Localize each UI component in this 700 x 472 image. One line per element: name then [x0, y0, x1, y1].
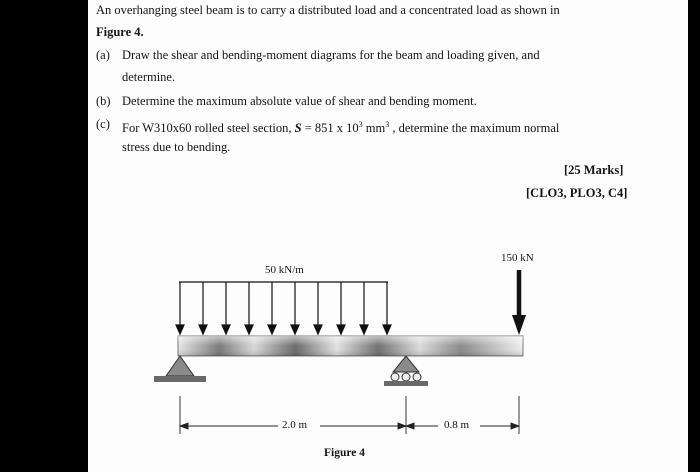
part-c-line-2: stress due to bending. [122, 140, 231, 154]
part-b-label: (b) [96, 94, 111, 108]
beam-figure [88, 0, 688, 472]
distributed-load-arrows [176, 282, 391, 334]
point-load-label: 150 kN [501, 252, 534, 264]
marks-label: [25 Marks] [564, 163, 624, 177]
clo-label: [CLO3, PLO3, C4] [526, 186, 628, 200]
unit-text: mm [362, 121, 386, 136]
pin-support-left [154, 356, 206, 382]
dimension-left-label: 2.0 m [282, 419, 308, 431]
figure-caption: Figure 4 [324, 447, 365, 459]
intro-line-1: An overhanging steel beam is to carry a distributed load and a concentrated load as shown in [96, 3, 560, 17]
section-modulus-value: = 851 x 10 [301, 121, 359, 136]
point-load-arrow [512, 270, 526, 335]
part-a-line-2: determine. [122, 70, 176, 84]
part-c-label: (c) [96, 117, 110, 131]
roller-support-right [384, 356, 428, 386]
dimension-right-label: 0.8 m [444, 419, 470, 431]
part-b-text: Determine the maximum absolute value of shear and bending moment. [122, 94, 477, 108]
distributed-load [176, 282, 391, 334]
part-a-label: (a) [96, 48, 110, 62]
beam [178, 336, 523, 356]
part-c-text-before: For W310x60 rolled steel section, [122, 121, 295, 136]
intro-line-2: Figure 4. [96, 25, 144, 39]
distributed-load-label: 50 kN/m [265, 264, 304, 276]
unit-exponent: 3 [385, 120, 390, 129]
section-modulus-symbol: S [294, 121, 302, 136]
question-page [88, 0, 688, 472]
part-a-line-1: Draw the shear and bending-moment diagrams for the beam and loading given, and [122, 48, 540, 62]
value-exponent: 3 [358, 120, 363, 129]
part-c-text-after: , determine the maximum normal [389, 121, 560, 136]
